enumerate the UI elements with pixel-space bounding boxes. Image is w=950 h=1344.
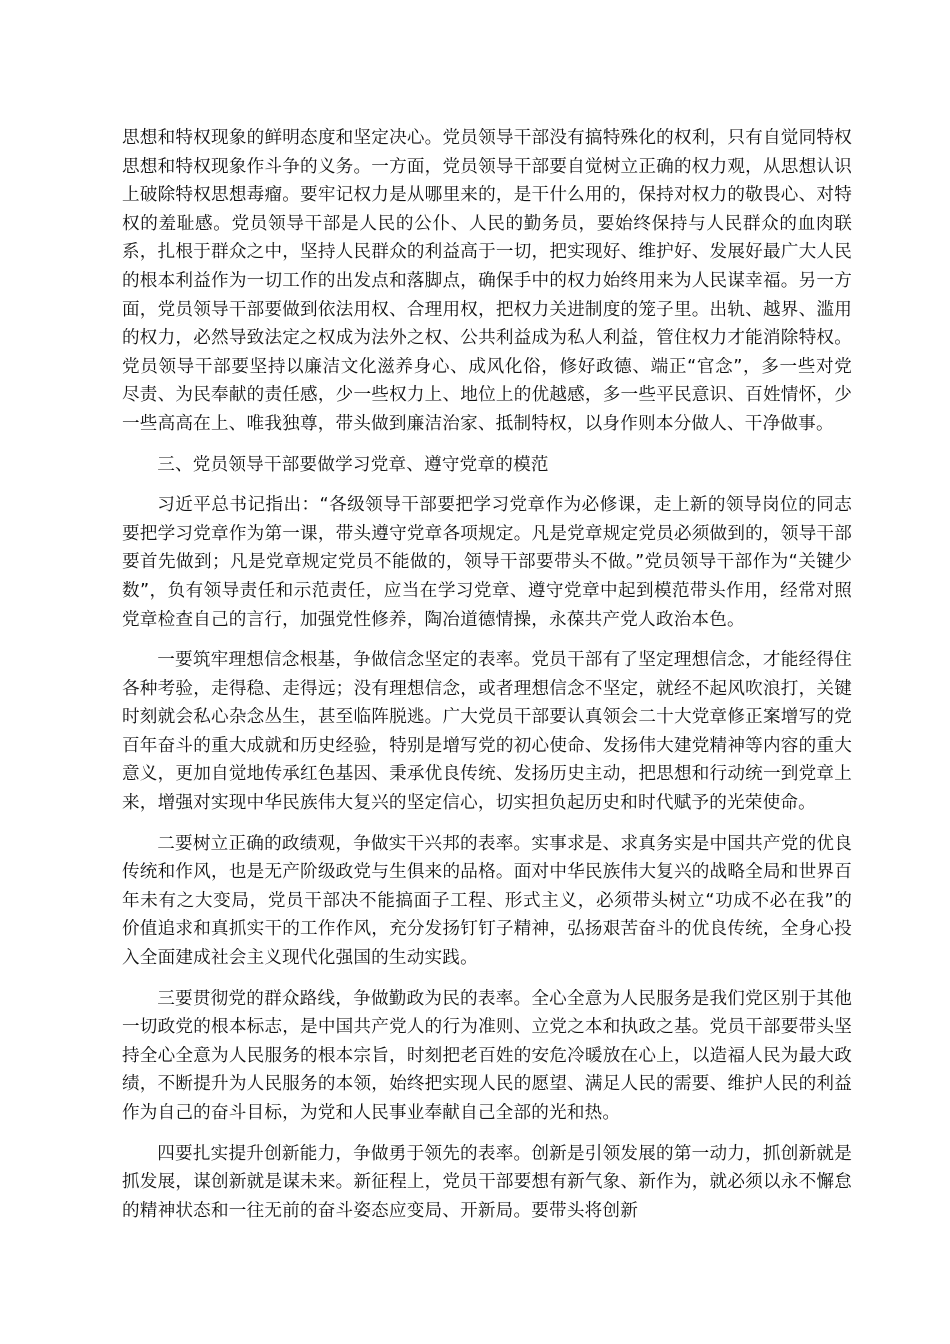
paragraph-xi-quote: 习近平总书记指出：“各级领导干部要把学习党章作为必修课，走上新的领导岗位的同志要把学习党章作为第一课，带头遵守党章各项规定。凡是党章规定党员必须做到的，领导干部要首先做到；凡是党章规定党员不能做的，领导干部要带头不做。”党员领导干部作为“关键少数”，负有领导责任和示范责任，应当在学习党章、遵守党章中起到模范带头作用，经常对照党章检查自己的言行，加强党性修养，陶冶道德情操，永葆共产党人政治本色。 [122, 495, 852, 630]
paragraph-point-4: 四要扎实提升创新能力，争做勇于领先的表率。创新是引领发展的第一动力，抓创新就是抓发展，谋创新就是谋未来。新征程上，党员干部要想有新气象、新作为，就必须以永不懈怠的精神状态和一往无前的奋斗姿态应变局、开新局。要带头将创新 [122, 1143, 852, 1221]
paragraph-point-3: 三要贯彻党的群众路线，争做勤政为民的表率。全心全意为人民服务是我们党区别于其他一切政党的根本标志，是中国共产党人的行为准则、立党之本和执政之基。党员干部要带头坚持全心全意为人民服务的根本宗旨，时刻把老百姓的安危冷暖放在心上，以造福人民为最大政绩，不断提升为人民服务的本领，始终把实现人民的愿望、满足人民的需要、维护人民的利益作为自己的奋斗目标，为党和人民事业奉献自己全部的光和热。 [122, 988, 852, 1123]
paragraph-privilege-continuation: 思想和特权现象的鲜明态度和坚定决心。党员领导干部没有搞特殊化的权利，只有自觉同特权思想和特权现象作斗争的义务。一方面，党员领导干部要自觉树立正确的权力观，从思想认识上破除特权思想毒瘤。要牢记权力是从哪里来的，是干什么用的，保持对权力的敬畏心、对特权的羞耻感。党员领导干部是人民的公仆、人民的勤务员，要始终保持与人民群众的血肉联系，扎根于群众之中，坚持人民群众的利益高于一切，把实现好、维护好、发展好最广大人民的根本利益作为一切工作的出发点和落脚点，确保手中的权力始终用来为人民谋幸福。另一方面，党员领导干部要做到依法用权、合理用权，把权力关进制度的笼子里。出轨、越界、滥用的权力，必然导致法定之权成为法外之权、公共利益成为私人利益，管住权力才能消除特权。党员领导干部要坚持以廉洁文化滋养身心、成风化俗，修好政德、端正“官念”，多一些对党尽责、为民奉献的责任感，少一些权力上、地位上的优越感，多一些平民意识、百姓情怀，少一些高高在上、唯我独尊，带头做到廉洁治家、抵制特权，以身作则本分做人、干净做事。 [122, 128, 852, 434]
document-page [122, 124, 852, 1237]
paragraph-point-1: 一要筑牢理想信念根基，争做信念坚定的表率。党员干部有了坚定理想信念，才能经得住各种考验，走得稳、走得远；没有理想信念，或者理想信念不坚定，就经不起风吹浪打，关键时刻就会私心杂念丛生，甚至临阵脱逃。广大党员干部要认真领会二十大党章修正案增写的党百年奋斗的重大成就和历史经验，特别是增写党的初心使命、发扬伟大建党精神等内容的重大意义，更加自觉地传承红色基因、秉承优良传统、发扬历史主动，把思想和行动统一到党章上来，增强对实现中华民族伟大复兴的坚定信心，切实担负起历史和时代赋予的光荣使命。 [122, 650, 852, 814]
section-heading-3: 三、党员领导干部要做学习党章、遵守党章的模范 [157, 454, 549, 475]
paragraph-point-2: 二要树立正确的政绩观，争做实干兴邦的表率。实事求是、求真务实是中国共产党的优良传统和作风，也是无产阶级政党与生俱来的品格。面对中华民族伟大复兴的战略全局和世界百年未有之大变局，党员干部决不能搞面子工程、形式主义，必须带头树立“功成不必在我”的价值追求和真抓实干的工作作风，充分发扬钉钉子精神，弘扬艰苦奋斗的优良传统，全身心投入全面建成社会主义现代化强国的生动实践。 [122, 833, 852, 969]
